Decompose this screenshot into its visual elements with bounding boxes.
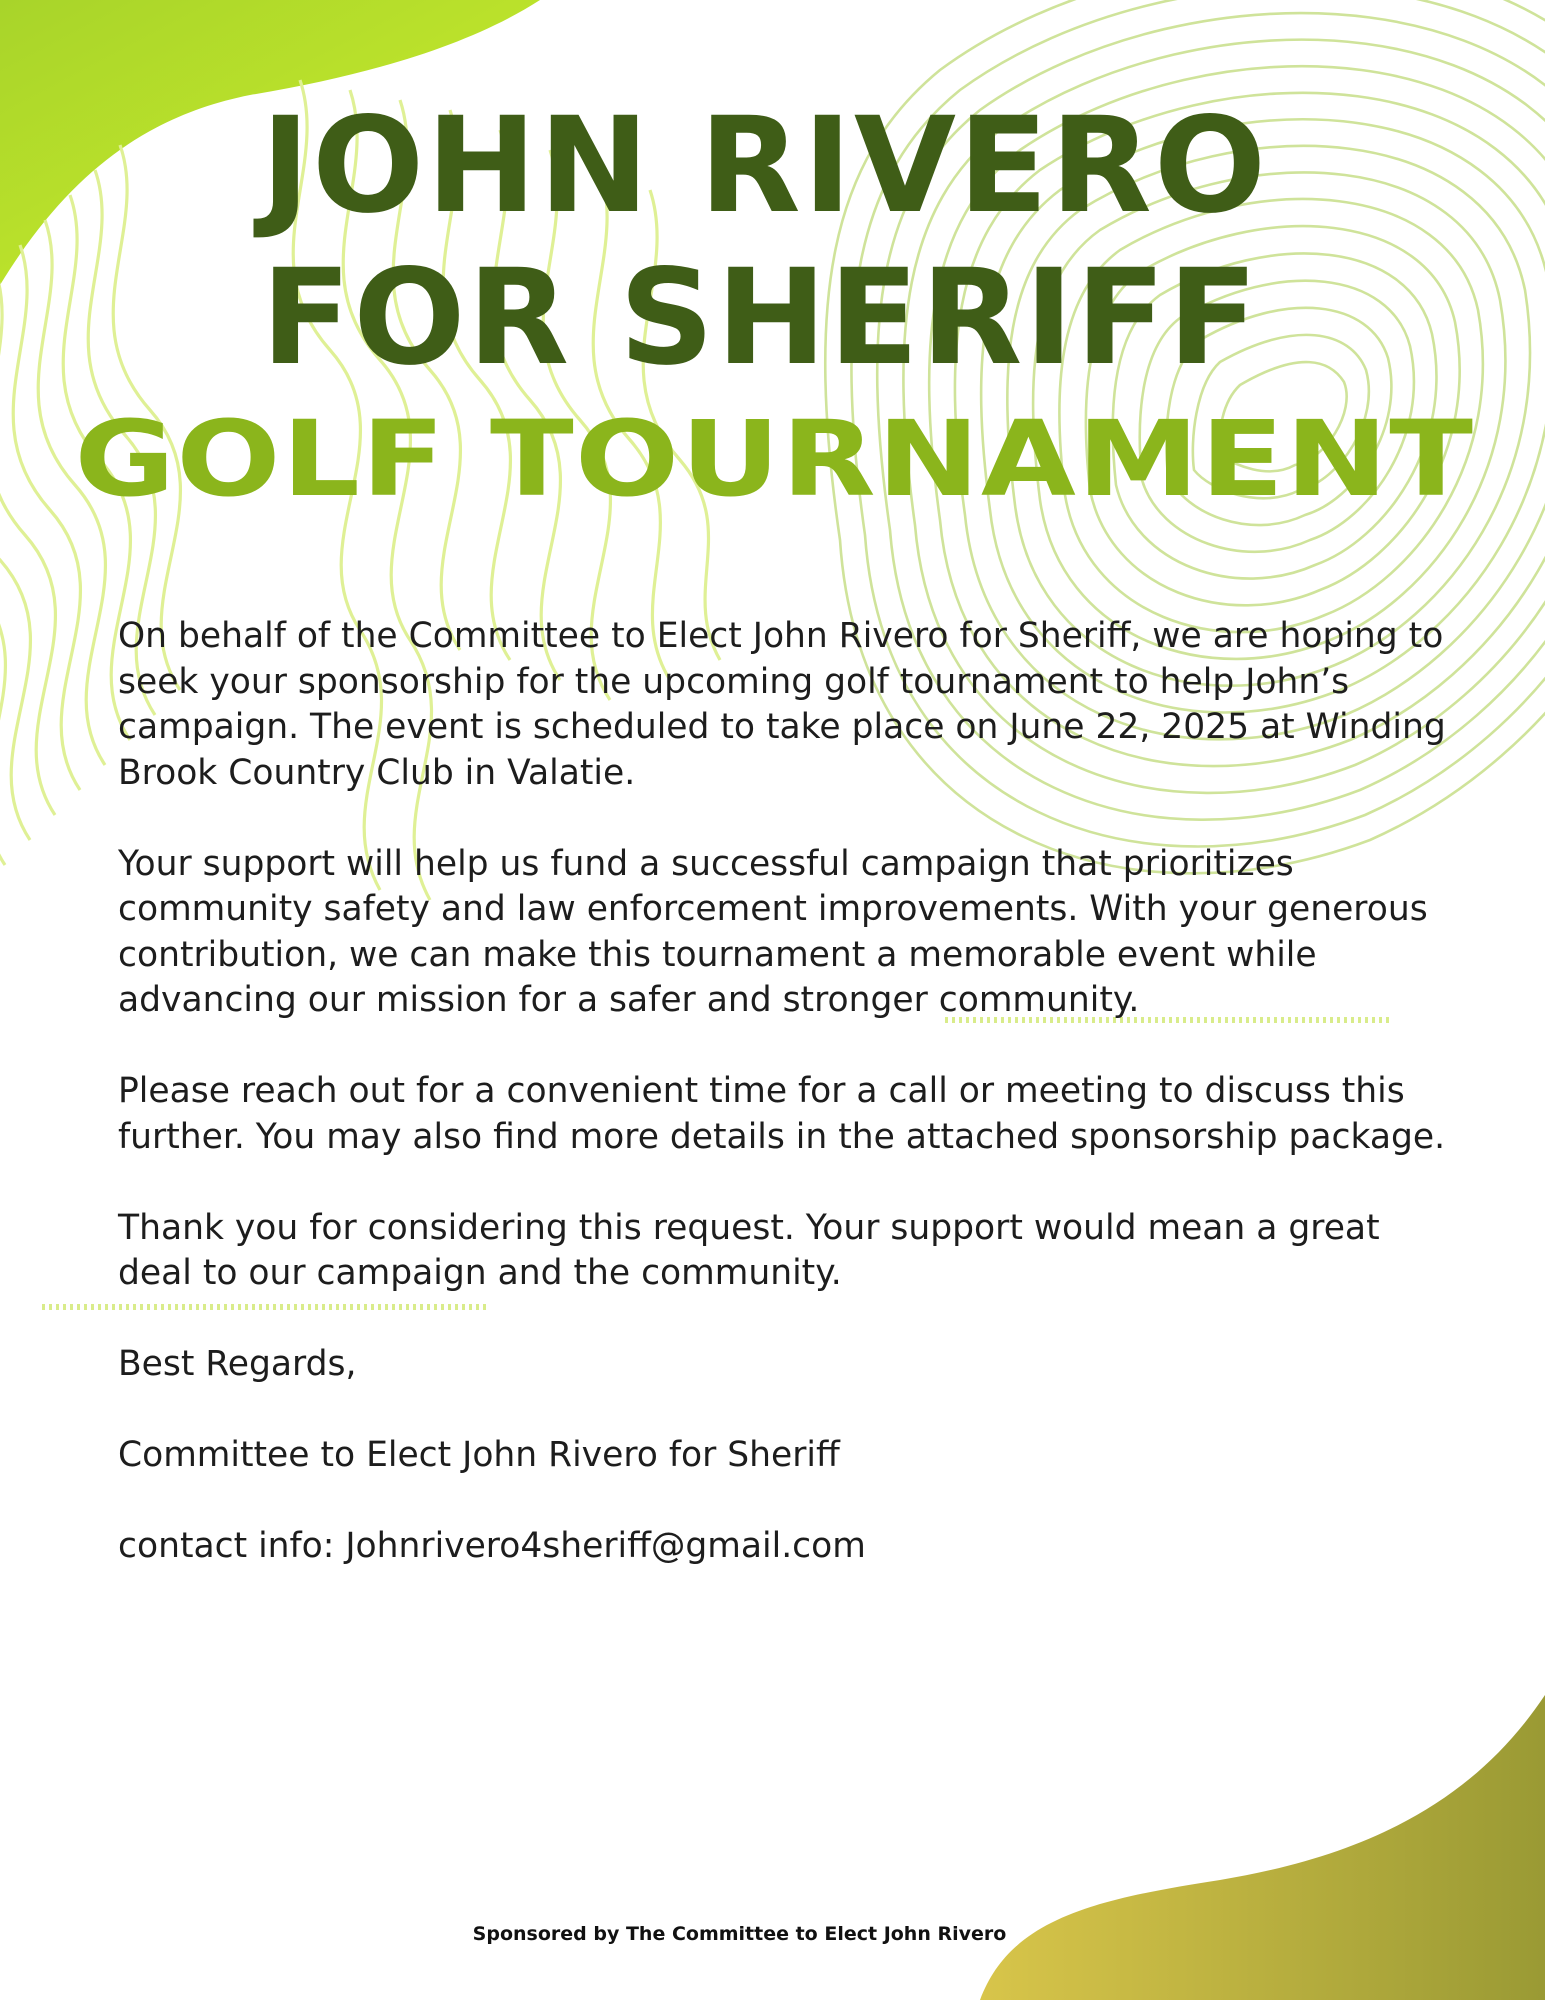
title-line-1: JOHN RIVERO (260, 89, 1269, 243)
contact-info: contact info: Johnrivero4sheriff@gmail.com (118, 1526, 866, 1566)
title-line-2: FOR SHERIFF (261, 241, 1260, 395)
bottom-right-olive-shape (980, 1695, 1545, 2000)
signature: Committee to Elect John Rivero for Sheriff (118, 1435, 840, 1475)
letter-body (118, 614, 1448, 1570)
sponsor-footer: Sponsored by The Committee to Elect John Rivero (472, 1923, 1007, 1945)
subtitle: GOLF TOURNAMENT (74, 398, 1475, 520)
paragraph-intro: On behalf of the Committee to Elect John Rivero for Sheriff, we are hoping to seek your sponsorship for the upcoming golf tournament to help John’s campaign. The event is scheduled to take place on June 22, 2025 at Winding Brook Country Club in Valatie. (118, 616, 1446, 793)
paragraph-thanks: Thank you for considering this request. Your support would mean a great deal to our campaign and the community. (118, 1207, 1380, 1293)
paragraph-contact-request: Please reach out for a convenient time for a call or meeting to discuss this further. You may also find more details in the attached sponsorship package. (118, 1071, 1446, 1157)
closing: Best Regards, (118, 1344, 357, 1384)
paragraph-support: Your support will help us fund a successful campaign that prioritizes community safety and law enforcement improvements. With your generous contribution, we can make this tournament a memorable event while advancing our mission for a safer and stronger community. (118, 843, 1428, 1020)
